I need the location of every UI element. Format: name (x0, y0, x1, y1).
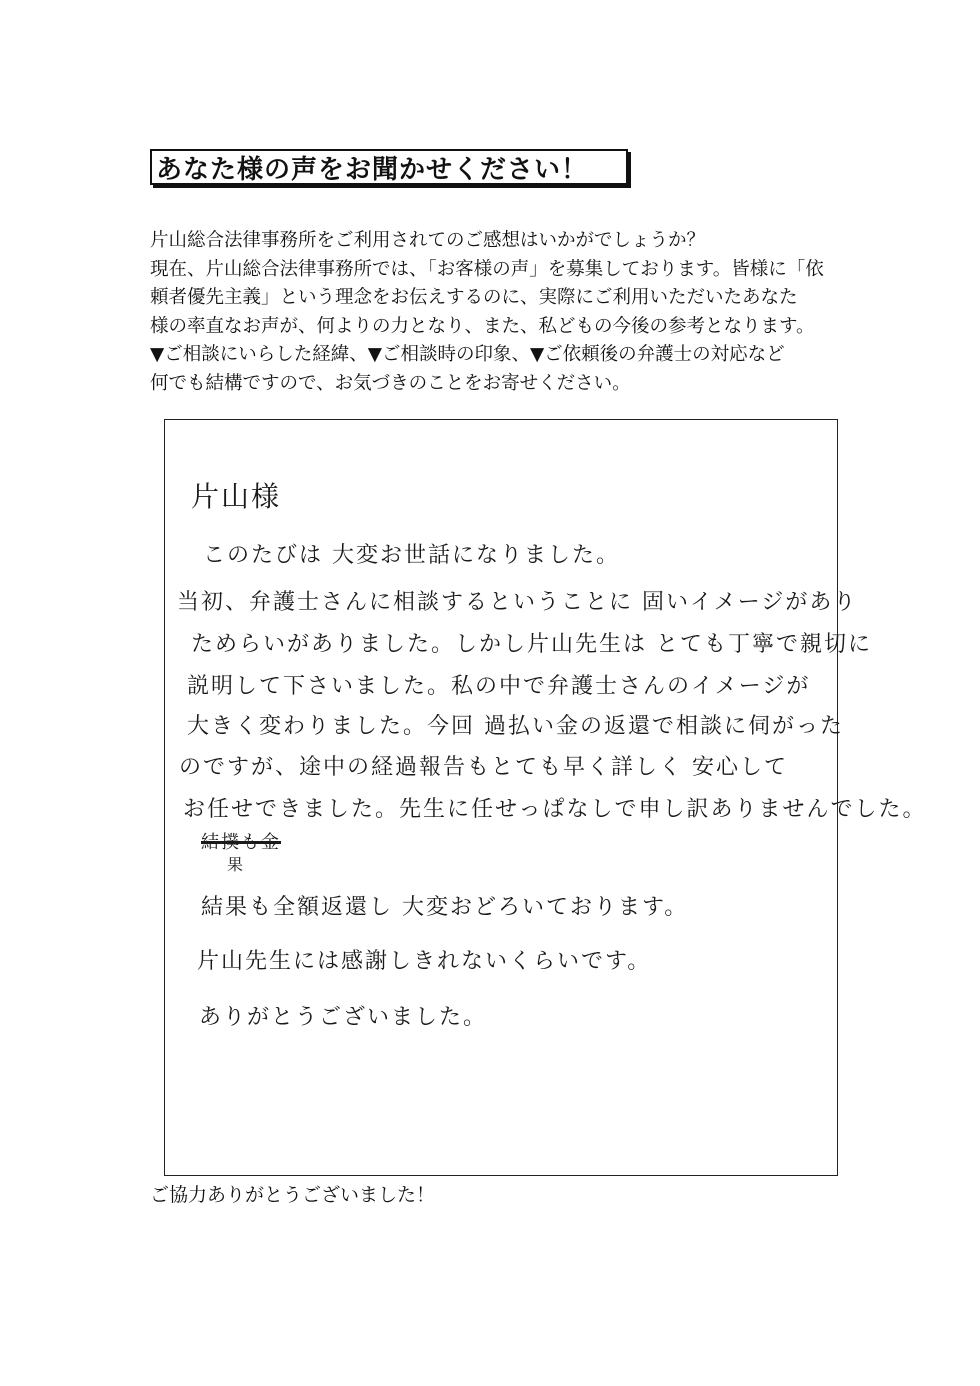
intro-line: 片山総合法律事務所をご利用されてのご感想はいかがでしょうか？ (150, 230, 706, 251)
letter-line: 当初、弁護士さんに相談するということに 固いイメージがあり (177, 590, 858, 615)
correction-text: 果 (227, 855, 246, 874)
intro-line: 様の率直なお声が、何よりの力となり、また、私どもの今後の参考となります。 (150, 315, 815, 337)
letter-line: ためらいがありました。しかし片山先生は とても丁寧で親切に (191, 632, 872, 657)
handwritten-letter-box (164, 419, 927, 1176)
letter-line: お任せできました。先生に任せっぱなしで申し訳ありませんでした。 (183, 797, 927, 822)
footer-thanks: ご協力ありがとうございました！ (150, 1184, 436, 1206)
intro-text (150, 227, 860, 399)
title-box (150, 149, 628, 185)
letter-line: このたびは 大変お世話になりました。 (203, 543, 620, 568)
letter-line: のですが、途中の経過報告もとても早く詳しく 安心して (179, 755, 788, 780)
letter-line: 片山先生には感謝しきれないくらいです。 (197, 949, 652, 974)
letter-line: 説明して下さいました。私の中で弁護士さんのイメージが (187, 674, 811, 699)
letter-line: ありがとうございました。 (199, 1005, 488, 1030)
page-title: あなた様の声をお聞かせください！ (156, 154, 589, 185)
struck-through-text: 結撲も金 (201, 832, 281, 853)
intro-line: 何でも結構ですので、お気づきのことをお寄せください。 (150, 372, 631, 394)
letter-line: 結果も全額返還し 大変おどろいております。 (201, 895, 689, 920)
letter-line: 大きく変わりました。今回 過払い金の返還で相談に伺がった (187, 714, 844, 739)
intro-line: 現在、片山総合法律事務所では、「お客様の声」を募集しております。皆様に「依 (150, 258, 824, 280)
intro-line: 頼者優先主義」という理念をお伝えするのに、実際にご利用いただいたあなた (150, 287, 798, 309)
letter-salutation: 片山様 (191, 480, 282, 513)
intro-line: ▼ご相談にいらした経緯、▼ご相談時の印象、▼ご依頼後の弁護士の対応など (150, 344, 785, 366)
